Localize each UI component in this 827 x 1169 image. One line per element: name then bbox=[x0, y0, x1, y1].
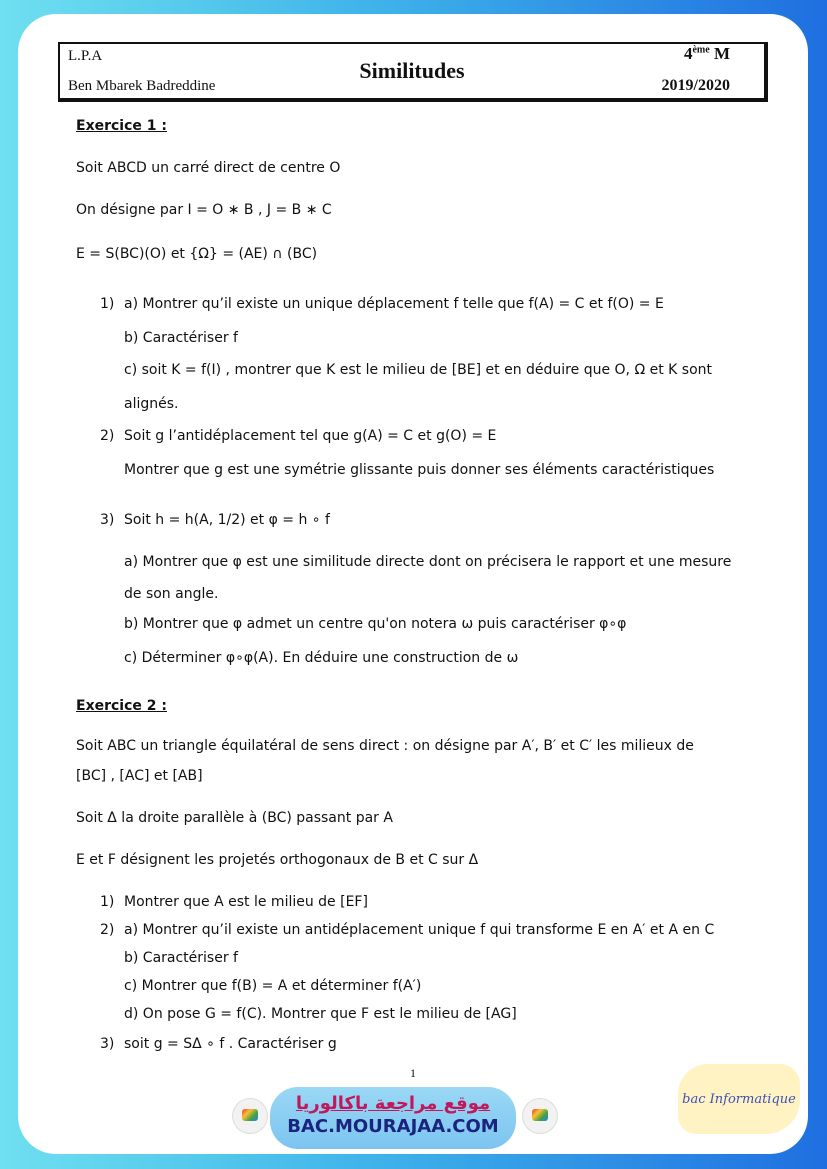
exercise-1-title: Exercice 1 : bbox=[76, 118, 167, 134]
document-page bbox=[18, 14, 808, 1154]
ex1-q1-number: 1) bbox=[100, 296, 115, 312]
ex1-q3: Soit h = h(A, 1/2) et φ = h ∘ f bbox=[124, 512, 330, 528]
ex1-q3c: c) Déterminer φ∘φ(A). En déduire une construction de ω bbox=[124, 650, 519, 666]
ex1-q3a: a) Montrer que φ est une similitude directe dont on précisera le rapport et une mesure bbox=[124, 554, 732, 570]
ex2-line-1b: [BC] , [AC] et [AB] bbox=[76, 768, 203, 784]
school-year: 2019/2020 bbox=[661, 77, 730, 94]
site-logo-right-icon bbox=[522, 1098, 558, 1134]
ex2-q2b: b) Caractériser f bbox=[124, 950, 238, 966]
ex2-q3-number: 3) bbox=[100, 1036, 115, 1052]
document-header bbox=[58, 42, 768, 102]
ex2-q3: soit g = SΔ ∘ f . Caractériser g bbox=[124, 1036, 337, 1052]
ex2-q1: Montrer que A est le milieu de [EF] bbox=[124, 894, 368, 910]
ex1-line-3: E = S(BC)(O) et {Ω} = (AE) ∩ (BC) bbox=[76, 246, 318, 262]
exercise-2-title: Exercice 2 : bbox=[76, 698, 167, 714]
page-title: Similitudes bbox=[359, 58, 465, 83]
ex1-q1c: c) soit K = f(I) , montrer que K est le milieu de [BE] et en déduire que O, Ω et K sont bbox=[124, 362, 712, 378]
ex1-q2b: Montrer que g est une symétrie glissante puis donner ses éléments caractéristiques bbox=[124, 462, 715, 478]
class-level: 4ème M bbox=[683, 44, 730, 63]
teacher-name: Ben Mbarek Badreddine bbox=[68, 78, 216, 94]
ex2-q2-number: 2) bbox=[100, 922, 115, 938]
ex1-line-2: On désigne par I = O ∗ B , J = B ∗ C bbox=[76, 202, 332, 218]
ex1-q1c-cont: alignés. bbox=[124, 396, 179, 412]
site-banner[interactable] bbox=[270, 1087, 516, 1149]
site-arabic-name: موقع مراجعة باكالوريا bbox=[295, 1093, 491, 1114]
ex2-q1-number: 1) bbox=[100, 894, 115, 910]
school-name: L.P.A bbox=[68, 48, 103, 64]
ex2-q2d: d) On pose G = f(C). Montrer que F est le milieu de [AG] bbox=[124, 1006, 517, 1022]
ex2-line-2: Soit Δ la droite parallèle à (BC) passant par A bbox=[76, 810, 393, 826]
ex1-line-1: Soit ABCD un carré direct de centre O bbox=[76, 160, 341, 176]
ex2-line-1: Soit ABC un triangle équilatéral de sens direct : on désigne par A′, B′ et C′ les milieux de bbox=[76, 738, 694, 754]
ex2-q2c: c) Montrer que f(B) = A et déterminer f(A′) bbox=[124, 978, 422, 994]
page-number: 1 bbox=[410, 1066, 416, 1080]
ex1-q2-number: 2) bbox=[100, 428, 115, 444]
ex1-q3a-cont: de son angle. bbox=[124, 586, 219, 602]
ex2-q2a: a) Montrer qu’il existe un antidéplacement unique f qui transforme E en A′ et A en C bbox=[124, 922, 715, 938]
ex1-q3b: b) Montrer que φ admet un centre qu'on notera ω puis caractériser φ∘φ bbox=[124, 616, 627, 632]
site-url: BAC.MOURAJAA.COM bbox=[287, 1116, 499, 1137]
site-logo-left-icon bbox=[232, 1098, 268, 1134]
ex1-q1b: b) Caractériser f bbox=[124, 330, 238, 346]
ex2-line-3: E et F désignent les projetés orthogonaux de B et C sur Δ bbox=[76, 852, 479, 868]
bac-informatique-badge: bac Informatique bbox=[678, 1064, 800, 1134]
ex1-q3-number: 3) bbox=[100, 512, 115, 528]
ex1-q2: Soit g l’antidéplacement tel que g(A) = C et g(O) = E bbox=[124, 428, 497, 444]
ex1-q1a: a) Montrer qu’il existe un unique déplacement f telle que f(A) = C et f(O) = E bbox=[124, 296, 664, 312]
